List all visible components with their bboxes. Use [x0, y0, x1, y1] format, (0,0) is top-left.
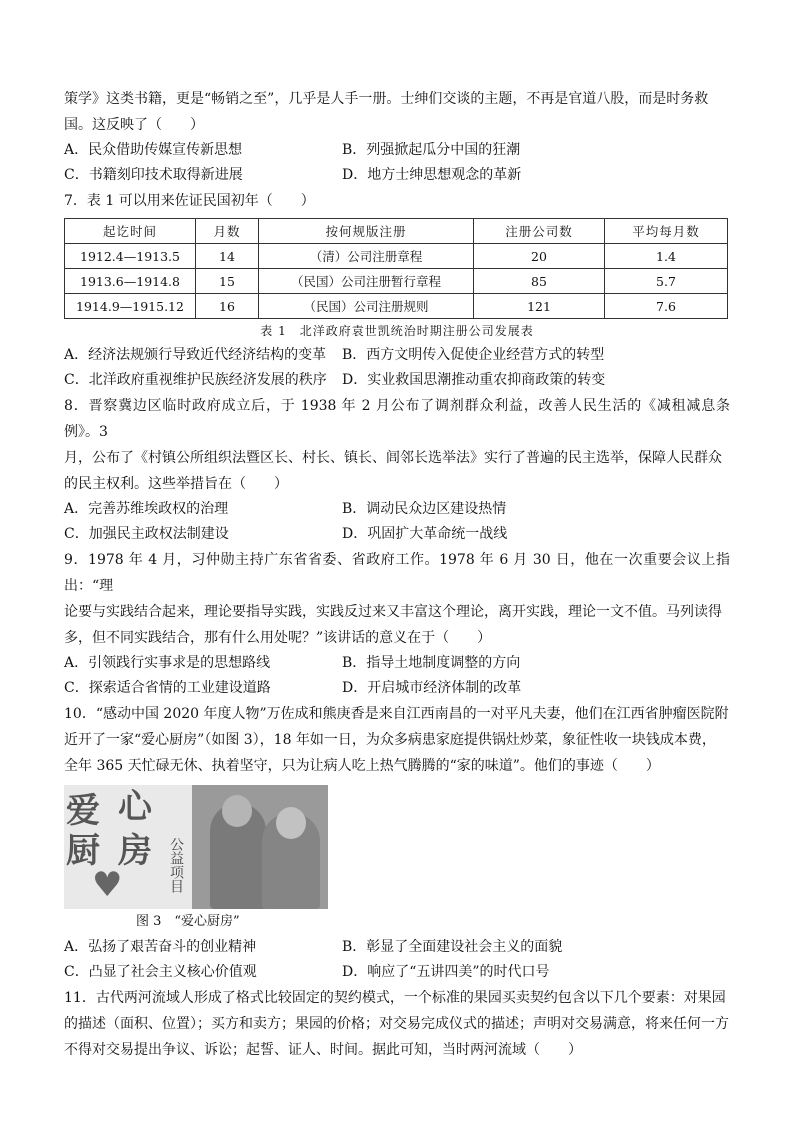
figure-3-caption: 图 3 “爱心厨房” — [136, 914, 240, 929]
q6-options — [64, 138, 730, 188]
table-cell: 1.4 — [605, 244, 728, 269]
q9-line3: 多，但不同实践结合，那有什么用处呢？”该讲话的意义在于（ ） — [64, 630, 492, 646]
table-cell: 7.6 — [605, 294, 728, 319]
table-header: 平均每月数 — [605, 219, 728, 244]
q9-line2: 论要与实践结合起来，理论要指导实践，实践反过来又丰富这个理论，离开实践，理论一文不值。马列读得 — [64, 604, 722, 620]
q9-line1: 9．1978 年 4 月，习仲勋主持广东省省委、省政府工作。1978 年 6 月 30 日，他在一次重要会议上指出：“理 — [64, 552, 730, 594]
q8-option-a: A．完善苏维埃政权的治理 — [64, 501, 229, 517]
q7-option-c: C．北洋政府重视维护民族经济发展的秩序 — [64, 372, 327, 388]
love-kitchen-photo — [64, 785, 328, 909]
table-cell: 1912.4—1913.5 — [65, 244, 196, 269]
table-header-row — [65, 219, 728, 244]
table-header: 起讫时间 — [65, 219, 196, 244]
table-cell: 5.7 — [605, 269, 728, 294]
table-cell: （民国）公司注册规则 — [259, 294, 474, 319]
q8-option-d: D．巩固扩大革命统一战线 — [342, 526, 508, 542]
q6-option-a: A．民众借助传媒宣传新思想 — [64, 142, 243, 158]
table-header: 按何规版注册 — [259, 219, 474, 244]
photo-sign-char: 爱 — [66, 791, 100, 831]
q10-option-a: A．弘扬了艰苦奋斗的创业精神 — [64, 939, 257, 955]
q6-option-d: D．地方士绅思想观念的革新 — [342, 167, 522, 183]
q10-line3: 全年 365 天忙碌无休、执着坚守，只为让病人吃上热气腾腾的“家的味道”。他们的事迹（ ） — [64, 758, 660, 774]
table-cell: 1913.6—1914.8 — [65, 269, 196, 294]
table-cell: 20 — [474, 244, 605, 269]
photo-sign-char: 厨 — [66, 831, 100, 871]
person-head — [276, 807, 306, 839]
q7-option-a: A．经济法规颁行导致近代经济结构的变革 — [64, 347, 327, 363]
table-cell: （清）公司注册章程 — [259, 244, 474, 269]
table-cell: 121 — [474, 294, 605, 319]
q10-option-c: C．凸显了社会主义核心价值观 — [64, 964, 257, 980]
q10-line1: 10．“感动中国 2020 年度人物”万佐成和熊庚香是来自江西南昌的一对平凡夫妻，他们在江西省肿瘤医院附 — [64, 706, 729, 722]
q7-table — [64, 218, 728, 319]
q8-line3: 的民主权利。这些举措旨在（ ） — [64, 476, 288, 492]
q10-option-d: D．响应了“五讲四美”的时代口号 — [342, 964, 550, 980]
q7-table-caption: 表 1 北洋政府袁世凯统治时期注册公司发展表 — [260, 324, 534, 338]
q6-stem-line2: 国。这反映了（ ） — [64, 117, 204, 133]
q7-option-d: D．实业救国思潮推动重农抑商政策的转变 — [342, 372, 606, 388]
table-header: 注册公司数 — [474, 219, 605, 244]
photo-sign-char: 心 — [118, 787, 152, 827]
q11-line3: 不得对交易提出争议、诉讼；起誓、证人、时间。据此可知，当时两河流域（ ） — [64, 1042, 582, 1058]
q9-option-c: C．探索适合省情的工业建设道路 — [64, 680, 271, 696]
photo-sign-subtitle: 公益项目 — [168, 837, 184, 893]
q6-option-b: B．列强掀起瓜分中国的狂潮 — [342, 142, 521, 158]
q8-options — [64, 497, 730, 547]
photo-sign-char: 房 — [118, 831, 152, 871]
q8-line1: 8．晋察冀边区临时政府成立后，于 1938 年 2 月公布了调剂群众利益，改善人民生活的《减租减息条例》。3 — [64, 398, 730, 440]
table-cell: 16 — [196, 294, 259, 319]
q10-options — [64, 935, 730, 985]
q6-option-c: C．书籍刻印技术取得新进展 — [64, 167, 243, 183]
q9-option-d: D．开启城市经济体制的改革 — [342, 680, 522, 696]
q9-option-a: A．引领践行实事求是的思想路线 — [64, 655, 271, 671]
table-header: 月数 — [196, 219, 259, 244]
q8-option-b: B．调动民众边区建设热情 — [342, 501, 507, 517]
q10-line2: 近开了一家“爱心厨房”（如图 3），18 年如一日，为众多病患家庭提供锅灶炒菜，象征性收一块钱成本费， — [64, 732, 716, 748]
q7-options — [64, 343, 730, 393]
q9-option-b: B．指导土地制度调整的方向 — [342, 655, 521, 671]
q11-line2: 的描述（面积、位置）；买方和卖方；果园的价格；对交易完成仪式的描述；声明对交易满意，将来任何一方 — [64, 1016, 729, 1032]
table-cell: （民国）公司注册暂行章程 — [259, 269, 474, 294]
table-cell: 1914.9—1915.12 — [65, 294, 196, 319]
table-cell: 14 — [196, 244, 259, 269]
q7-option-b: B．西方文明传入促使企业经营方式的转型 — [342, 347, 605, 363]
table-row — [65, 269, 728, 294]
table-cell: 15 — [196, 269, 259, 294]
table-cell: 85 — [474, 269, 605, 294]
person-head — [222, 795, 252, 827]
q8-line2: 月，公布了《村镇公所组织法暨区长、村长、镇长、闾邻长选举法》实行了普遍的民主选举，保障人民群众 — [64, 450, 722, 466]
q6-stem-line1: 策学》这类书籍，更是“畅销之至”，几乎是人手一册。士绅们交谈的主题，不再是官道八股，而是时务救 — [64, 91, 709, 107]
heart-icon: ♥ — [92, 865, 123, 905]
q8-option-c: C．加强民主政权法制建设 — [64, 526, 229, 542]
table-row — [65, 244, 728, 269]
exam-page — [64, 86, 730, 1063]
q9-options — [64, 651, 730, 701]
q10-option-b: B．彰显了全面建设社会主义的面貌 — [342, 939, 563, 955]
q7-stem: 7．表 1 可以用来佐证民国初年（ ） — [64, 193, 315, 209]
q11-line1: 11．古代两河流域人形成了格式比较固定的契约模式，一个标准的果园买卖契约包含以下几个要素：对果园 — [64, 990, 726, 1006]
table-row — [65, 294, 728, 319]
